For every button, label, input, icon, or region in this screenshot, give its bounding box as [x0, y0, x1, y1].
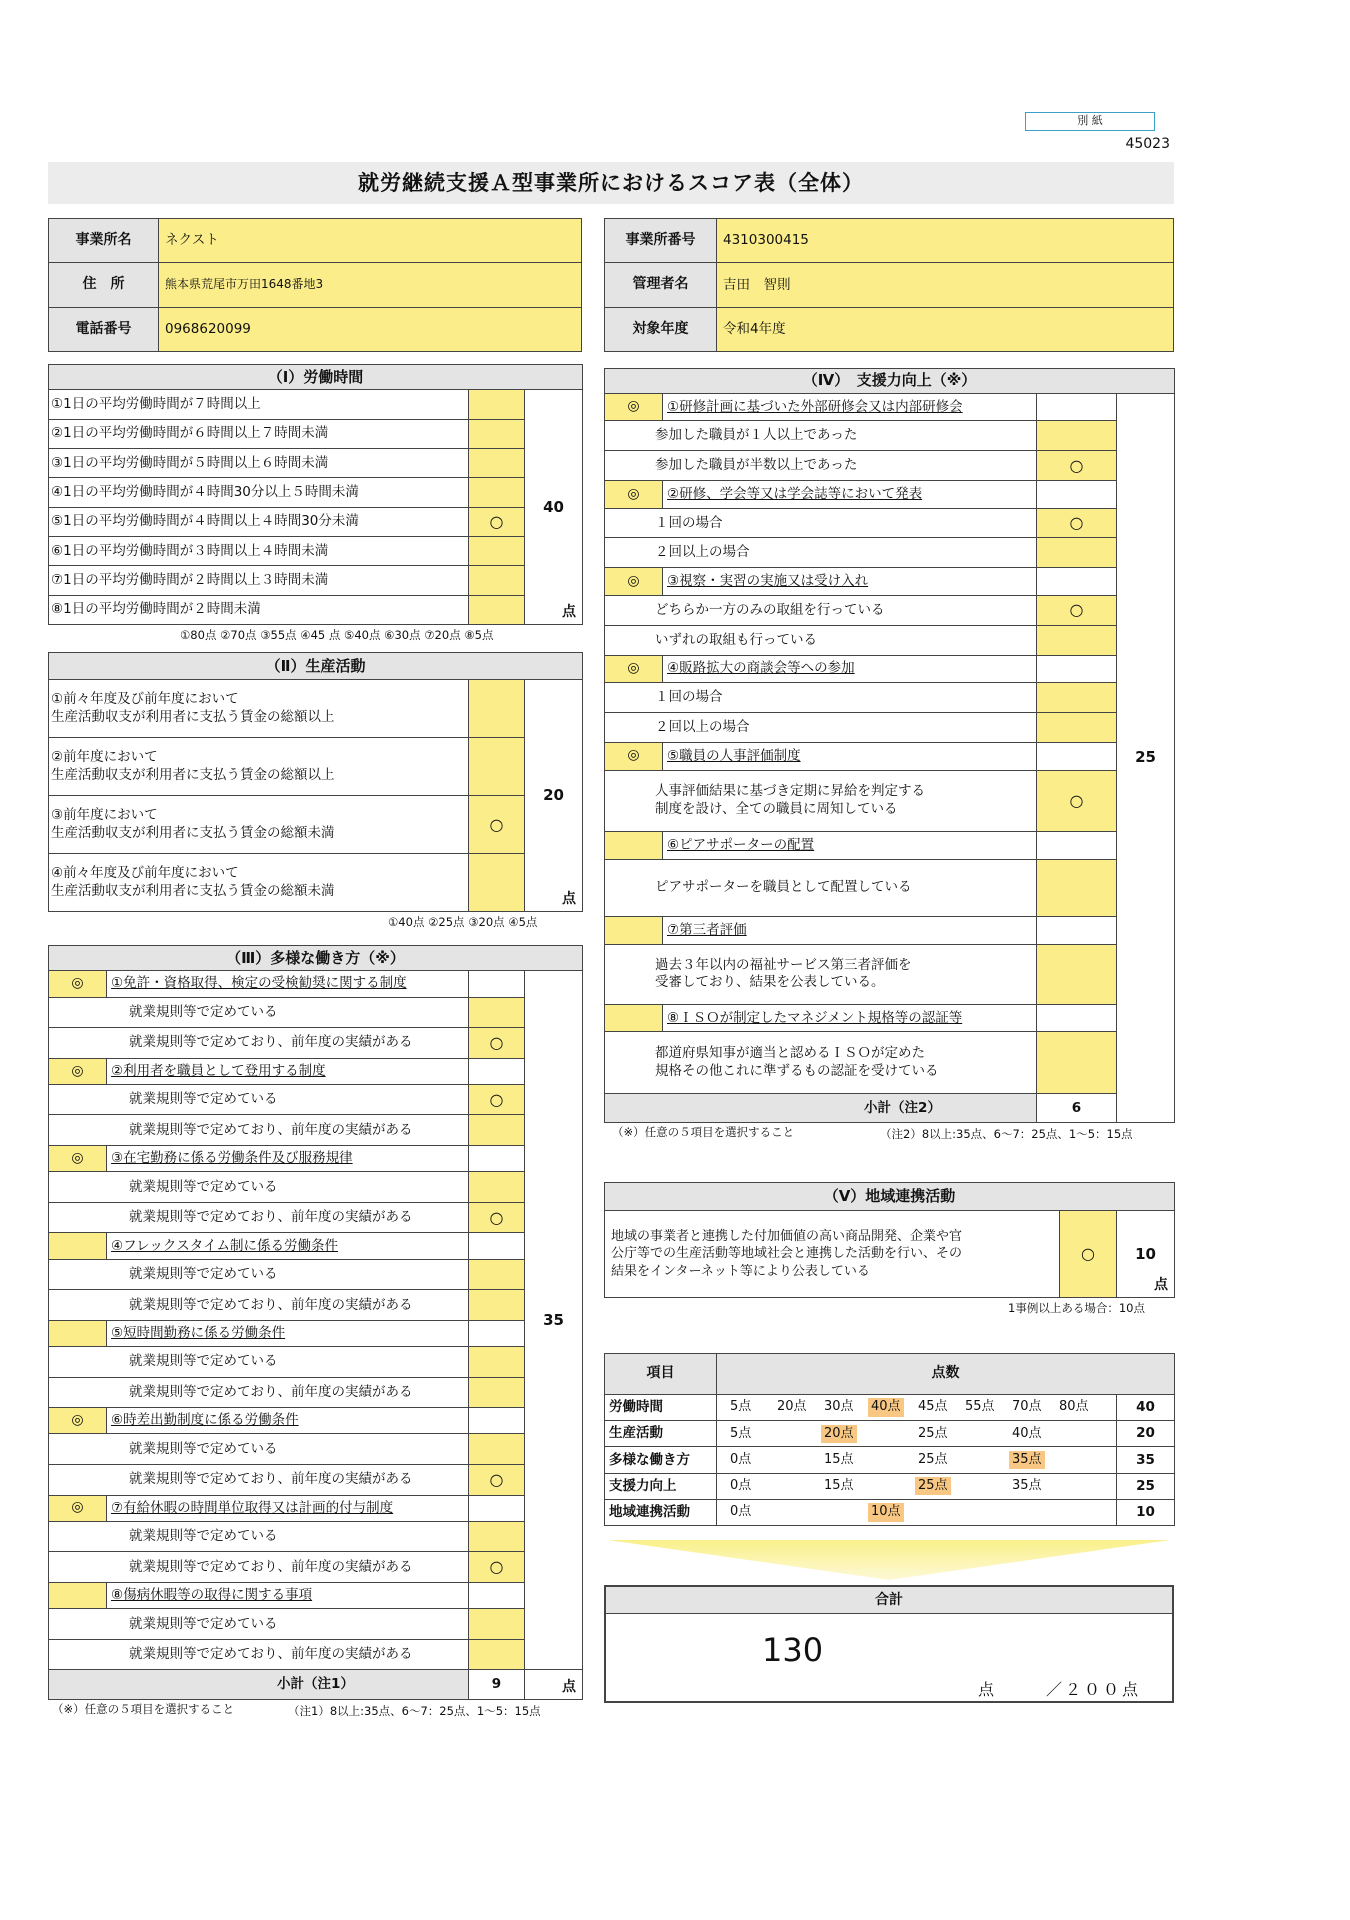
summary-point: 25点	[918, 1451, 948, 1467]
diverse-score-value: 35	[543, 1310, 564, 1329]
summary-row	[605, 1447, 1175, 1473]
check-mark: ○	[1037, 595, 1117, 625]
summary-points-header: 点数	[717, 1354, 1175, 1395]
diverse-sub-item: 就業規則等で定めており、前年度の実績がある	[49, 1464, 469, 1495]
check-mark	[469, 448, 525, 477]
facility-name-label: 事業所名	[49, 219, 159, 263]
diverse-sub-row	[49, 1434, 583, 1465]
support-sub-item: ピアサポーターを職員として配置している	[605, 859, 1037, 917]
support-sub-row	[605, 945, 1175, 1005]
blank-cell	[469, 1495, 525, 1521]
section-title: （Ⅴ）地域連携活動	[605, 1183, 1175, 1211]
diverse-sub-row	[49, 1377, 583, 1408]
regional-description: 地域の事業者と連携した付加価値の高い商品開発、企業や官 公庁等での生産活動等地域社会と連携した活動を行い、その 結果をインターネット等により公表している	[605, 1211, 1060, 1298]
check-mark	[469, 595, 525, 624]
support-score-value: 25	[1135, 748, 1156, 767]
check-mark	[469, 738, 525, 796]
support-sub-item: １回の場合	[605, 508, 1037, 538]
support-item-title: ①研修計画に基づいた外部研修会又は内部研修会	[663, 393, 1037, 421]
diverse-item-title: ①免許・資格取得、検定の受検勧奨に関する制度	[107, 971, 469, 997]
diverse-group-header	[49, 1495, 583, 1521]
support-item-title: ③視察・実習の実施又は受け入れ	[663, 568, 1037, 596]
support-group-header	[605, 742, 1175, 770]
summary-total: 40	[1117, 1395, 1175, 1421]
blank-cell	[1037, 832, 1117, 860]
section-title: （Ⅰ）労働時間	[49, 365, 583, 390]
support-sub-item: 参加した職員が半数以上であった	[605, 451, 1037, 481]
check-mark	[469, 1434, 525, 1465]
diverse-sub-row	[49, 1347, 583, 1378]
support-sub-item: ２回以上の場合	[605, 713, 1037, 743]
selection-mark	[49, 1320, 107, 1346]
production-score-value: 20	[543, 786, 564, 805]
blank-cell	[1037, 655, 1117, 683]
diverse-sub-item: 就業規則等で定めている	[49, 1259, 469, 1290]
diverse-sub-row	[49, 1115, 583, 1146]
summary-point: 15点	[824, 1478, 854, 1494]
support-group-header	[605, 655, 1175, 683]
production-points-note: ①40点 ②25点 ③20点 ④5点	[388, 915, 538, 929]
selection-mark	[605, 832, 663, 860]
section-title: （Ⅲ）多様な働き方（※）	[49, 946, 583, 971]
total-unit: 点	[978, 1680, 995, 1699]
diverse-sub-row	[49, 1639, 583, 1670]
diverse-sub-item: 就業規則等で定めており、前年度の実績がある	[49, 1552, 469, 1583]
blank-cell	[469, 1058, 525, 1084]
page-title: 就労継続支援Ａ型事業所におけるスコア表（全体）	[48, 162, 1174, 204]
selection-mark: ◎	[605, 393, 663, 421]
summary-point: 25点	[918, 1425, 948, 1441]
selection-mark: ◎	[49, 1408, 107, 1434]
diverse-subtotal-unit-cell	[525, 1670, 583, 1700]
diverse-sub-item: 就業規則等で定めており、前年度の実績がある	[49, 1290, 469, 1321]
summary-row	[605, 1473, 1175, 1499]
diverse-item-title: ⑧傷病休暇等の取得に関する事項	[107, 1582, 469, 1608]
check-mark	[469, 478, 525, 507]
check-mark	[469, 1609, 525, 1640]
diverse-sub-row	[49, 1552, 583, 1583]
production-row	[49, 796, 583, 854]
phone-label: 電話番号	[49, 307, 159, 351]
facility-info-right	[604, 218, 1174, 352]
summary-point: 55点	[965, 1399, 995, 1415]
check-mark	[1037, 713, 1117, 743]
support-note-right: （注2）8以上:35点、6〜7：25点、1〜5：15点	[880, 1127, 1133, 1141]
check-mark: ○	[1037, 770, 1117, 832]
summary-point: 35点	[1012, 1478, 1042, 1494]
summary-point: 35点	[1009, 1451, 1045, 1469]
check-mark	[1037, 859, 1117, 917]
check-mark: ○	[469, 796, 525, 854]
summary-item-label: 労働時間	[605, 1395, 717, 1421]
check-mark	[1037, 683, 1117, 713]
diverse-score	[525, 971, 583, 1670]
diverse-sub-row	[49, 1609, 583, 1640]
check-mark	[1037, 421, 1117, 451]
diverse-group-header	[49, 1408, 583, 1434]
diverse-group-header	[49, 1582, 583, 1608]
support-item-title: ⑥ピアサポーターの配置	[663, 832, 1037, 860]
working-hours-points-note: ①80点 ②70点 ③55点 ④45 点 ⑤40点 ⑥30点 ⑦20点 ⑧5点	[180, 628, 494, 642]
diverse-sub-row	[49, 1521, 583, 1552]
support-sub-row	[605, 1032, 1175, 1094]
blank-cell	[1037, 480, 1117, 508]
summary-point: 0点	[730, 1451, 752, 1467]
check-mark	[469, 1377, 525, 1408]
diverse-subtotal: 9	[469, 1670, 525, 1700]
summary-point: 15点	[824, 1451, 854, 1467]
check-mark	[469, 854, 525, 912]
support-item-title: ⑤職員の人事評価制度	[663, 742, 1037, 770]
diverse-sub-item: 就業規則等で定めており、前年度の実績がある	[49, 1115, 469, 1146]
summary-point: 5点	[730, 1399, 752, 1415]
summary-item-label: 地域連携活動	[605, 1499, 717, 1525]
support-sub-row	[605, 538, 1175, 568]
diverse-note-right: （注1）8以上:35点、6〜7：25点、1〜5：15点	[288, 1704, 541, 1718]
appendix-label: 別 紙	[1025, 112, 1155, 131]
diverse-item-title: ②利用者を職員として登用する制度	[107, 1058, 469, 1084]
document-number: 45023	[1125, 136, 1170, 152]
check-mark: ○	[469, 1464, 525, 1495]
working-hours-item: ⑥1日の平均労働時間が３時間以上４時間未満	[49, 536, 469, 565]
summary-item-label: 生産活動	[605, 1421, 717, 1447]
diverse-sub-row	[49, 1028, 583, 1059]
support-sub-item: １回の場合	[605, 683, 1037, 713]
diverse-subtotal-row	[49, 1670, 583, 1700]
diverse-sub-item: 就業規則等で定めている	[49, 1434, 469, 1465]
diverse-sub-row	[49, 1172, 583, 1203]
support-subtotal-label: 小計（注2）	[605, 1094, 1037, 1123]
blank-cell	[1037, 1004, 1117, 1032]
production-score-unit: 点	[562, 890, 577, 907]
support-sub-item: 参加した職員が１人以上であった	[605, 421, 1037, 451]
diverse-sub-row	[49, 1290, 583, 1321]
diverse-group-header	[49, 1058, 583, 1084]
facility-name: ネクスト	[159, 219, 582, 263]
production-score	[525, 680, 583, 912]
working-hours-row	[49, 478, 583, 507]
diverse-sub-row	[49, 997, 583, 1028]
section-working-hours	[48, 364, 583, 625]
summary-point: 40点	[1012, 1425, 1042, 1441]
support-sub-row	[605, 421, 1175, 451]
diverse-group-header	[49, 1233, 583, 1259]
check-mark	[469, 566, 525, 595]
blank-cell	[469, 1582, 525, 1608]
support-sub-row	[605, 770, 1175, 832]
support-sub-item: どちらか一方のみの取組を行っている	[605, 595, 1037, 625]
working-hours-row	[49, 390, 583, 419]
diverse-sub-item: 就業規則等で定めている	[49, 1172, 469, 1203]
selection-mark: ◎	[605, 655, 663, 683]
working-hours-row	[49, 536, 583, 565]
support-group-header	[605, 568, 1175, 596]
summary-point: 45点	[918, 1399, 948, 1415]
check-mark	[469, 1115, 525, 1146]
selection-mark	[605, 1004, 663, 1032]
check-mark: ○	[1037, 451, 1117, 481]
summary-total: 35	[1117, 1447, 1175, 1473]
production-item: ②前年度において 生産活動収支が利用者に支払う賃金の総額以上	[49, 738, 469, 796]
check-mark	[469, 1639, 525, 1670]
support-sub-row	[605, 508, 1175, 538]
diverse-group-header	[49, 1320, 583, 1346]
address: 熊本県荒尾市万田1648番地3	[159, 263, 582, 307]
check-mark: ○	[469, 1084, 525, 1115]
support-sub-row	[605, 451, 1175, 481]
check-mark	[469, 419, 525, 448]
summary-points-cell	[717, 1447, 1117, 1473]
working-hours-row	[49, 595, 583, 624]
facility-number: 4310300415	[717, 219, 1174, 263]
working-hours-item: ⑦1日の平均労働時間が２時間以上３時間未満	[49, 566, 469, 595]
diverse-item-title: ⑥時差出勤制度に係る労働条件	[107, 1408, 469, 1434]
selection-mark	[49, 1233, 107, 1259]
diverse-subtotal-unit-cell-unit: 点	[562, 1678, 577, 1695]
production-row	[49, 680, 583, 738]
diverse-group-header	[49, 971, 583, 997]
summary-point: 5点	[730, 1425, 752, 1441]
section-title: （Ⅳ） 支援力向上（※）	[605, 369, 1175, 394]
diverse-item-title: ⑦有給休暇の時間単位取得又は計画的付与制度	[107, 1495, 469, 1521]
summary-point: 20点	[821, 1425, 857, 1443]
check-mark: ○	[469, 1202, 525, 1233]
summary-points-cell	[717, 1395, 1117, 1421]
support-item-title: ②研修、学会等又は学会誌等において発表	[663, 480, 1037, 508]
summary-row	[605, 1499, 1175, 1525]
summary-point: 0点	[730, 1504, 752, 1520]
summary-point: 25点	[915, 1477, 951, 1495]
diverse-sub-item: 就業規則等で定めている	[49, 1347, 469, 1378]
support-group-header	[605, 832, 1175, 860]
working-hours-item: ③1日の平均労働時間が５時間以上６時間未満	[49, 448, 469, 477]
regional-points-note: 1事例以上ある場合：10点	[1008, 1301, 1145, 1315]
diverse-sub-row	[49, 1084, 583, 1115]
support-group-header	[605, 1004, 1175, 1032]
target-year-label: 対象年度	[605, 307, 717, 351]
support-item-title: ④販路拡大の商談会等への参加	[663, 655, 1037, 683]
blank-cell	[1037, 568, 1117, 596]
phone-number: 0968620099	[159, 307, 582, 351]
support-sub-item: ２回以上の場合	[605, 538, 1037, 568]
blank-cell	[469, 971, 525, 997]
check-mark: ○	[469, 507, 525, 536]
support-item-title: ⑦第三者評価	[663, 917, 1037, 945]
summary-point: 30点	[824, 1399, 854, 1415]
down-arrow-icon	[604, 1540, 1174, 1582]
blank-cell	[469, 1233, 525, 1259]
total-label: 合計	[606, 1587, 1172, 1614]
support-sub-item: いずれの取組も行っている	[605, 625, 1037, 655]
working-hours-row	[49, 507, 583, 536]
support-sub-item: 過去３年以内の福祉サービス第三者評価を 受審しており、結果を公表している。	[605, 945, 1037, 1005]
section-title: （Ⅱ）生産活動	[49, 653, 583, 680]
selection-mark	[605, 917, 663, 945]
check-mark	[469, 1521, 525, 1552]
summary-points-cell	[717, 1421, 1117, 1447]
check-mark: ○	[469, 1028, 525, 1059]
production-item: ①前々年度及び前年度において 生産活動収支が利用者に支払う賃金の総額以上	[49, 680, 469, 738]
selection-mark: ◎	[49, 1058, 107, 1084]
score-summary-table	[604, 1353, 1175, 1526]
support-score	[1117, 393, 1175, 1122]
summary-item-header: 項目	[605, 1354, 717, 1395]
working-hours-item: ⑤1日の平均労働時間が４時間以上４時間30分未満	[49, 507, 469, 536]
support-note-left: （※）任意の５項目を選択すること	[612, 1125, 795, 1139]
section-production-activity	[48, 652, 583, 912]
section-regional-collaboration	[604, 1182, 1175, 1298]
working-hours-item: ④1日の平均労働時間が４時間30分以上５時間未満	[49, 478, 469, 507]
blank-cell	[1037, 917, 1117, 945]
summary-points-cell	[717, 1499, 1117, 1525]
blank-cell	[469, 1146, 525, 1172]
summary-point: 40点	[868, 1398, 904, 1416]
check-mark	[469, 997, 525, 1028]
support-subtotal: 6	[1037, 1094, 1117, 1123]
check-mark	[1037, 1032, 1117, 1094]
check-mark	[1037, 538, 1117, 568]
diverse-item-title: ③在宅勤務に係る労働条件及び服務規律	[107, 1146, 469, 1172]
summary-item-label: 支援力向上	[605, 1473, 717, 1499]
check-mark	[469, 1259, 525, 1290]
check-mark	[469, 1347, 525, 1378]
working-hours-row	[49, 419, 583, 448]
support-sub-row	[605, 683, 1175, 713]
diverse-note-left: （※）任意の５項目を選択すること	[52, 1702, 235, 1716]
regional-check-mark: ○	[1060, 1211, 1117, 1298]
working-hours-score	[525, 390, 583, 625]
diverse-sub-item: 就業規則等で定めており、前年度の実績がある	[49, 1639, 469, 1670]
diverse-sub-item: 就業規則等で定めている	[49, 997, 469, 1028]
selection-mark: ◎	[605, 742, 663, 770]
diverse-item-title: ⑤短時間勤務に係る労働条件	[107, 1320, 469, 1346]
check-mark	[469, 536, 525, 565]
working-hours-row	[49, 448, 583, 477]
support-sub-row	[605, 713, 1175, 743]
summary-point: 10点	[868, 1503, 904, 1521]
diverse-sub-row	[49, 1464, 583, 1495]
selection-mark: ◎	[49, 1146, 107, 1172]
summary-total: 25	[1117, 1473, 1175, 1499]
check-mark	[1037, 945, 1117, 1005]
production-item: ④前々年度及び前年度において 生産活動収支が利用者に支払う賃金の総額未満	[49, 854, 469, 912]
check-mark	[469, 390, 525, 419]
manager-label: 管理者名	[605, 263, 717, 307]
check-mark	[469, 1172, 525, 1203]
working-hours-item: ②1日の平均労働時間が６時間以上７時間未満	[49, 419, 469, 448]
support-item-title: ⑧ＩＳＯが制定したマネジメント規格等の認証等	[663, 1004, 1037, 1032]
support-sub-row	[605, 595, 1175, 625]
diverse-sub-item: 就業規則等で定めており、前年度の実績がある	[49, 1202, 469, 1233]
diverse-sub-item: 就業規則等で定めている	[49, 1084, 469, 1115]
working-hours-row	[49, 566, 583, 595]
support-sub-item: 都道府県知事が適当と認めるＩＳＯが定めた 規格その他これに準ずるもの認証を受けている	[605, 1032, 1037, 1094]
total-box	[604, 1585, 1174, 1703]
summary-points-cell	[717, 1473, 1117, 1499]
production-row	[49, 854, 583, 912]
diverse-subtotal-label: 小計（注1）	[49, 1670, 469, 1700]
check-mark: ○	[1037, 508, 1117, 538]
summary-point: 20点	[777, 1399, 807, 1415]
facility-info-left	[48, 218, 582, 352]
production-item: ③前年度において 生産活動収支が利用者に支払う賃金の総額未満	[49, 796, 469, 854]
check-mark	[469, 680, 525, 738]
support-group-header	[605, 393, 1175, 421]
support-sub-row	[605, 625, 1175, 655]
check-mark	[1037, 625, 1117, 655]
summary-item-label: 多様な働き方	[605, 1447, 717, 1473]
working-hours-score-value: 40	[543, 497, 564, 516]
blank-cell	[1037, 393, 1117, 421]
support-sub-row	[605, 859, 1175, 917]
section-diverse-work	[48, 945, 583, 1700]
diverse-sub-item: 就業規則等で定めている	[49, 1521, 469, 1552]
blank-cell	[1037, 742, 1117, 770]
support-group-header	[605, 480, 1175, 508]
working-hours-item: ⑧1日の平均労働時間が２時間未満	[49, 595, 469, 624]
facility-number-label: 事業所番号	[605, 219, 717, 263]
working-hours-item: ①1日の平均労働時間が７時間以上	[49, 390, 469, 419]
diverse-group-header	[49, 1146, 583, 1172]
summary-total: 20	[1117, 1421, 1175, 1447]
diverse-sub-item: 就業規則等で定めており、前年度の実績がある	[49, 1377, 469, 1408]
check-mark: ○	[469, 1552, 525, 1583]
diverse-item-title: ④フレックスタイム制に係る労働条件	[107, 1233, 469, 1259]
blank-cell	[469, 1320, 525, 1346]
target-year: 令和4年度	[717, 307, 1174, 351]
selection-mark: ◎	[49, 1495, 107, 1521]
support-subtotal-row	[605, 1094, 1175, 1123]
selection-mark	[49, 1582, 107, 1608]
working-hours-score-unit: 点	[562, 603, 577, 620]
selection-mark: ◎	[605, 568, 663, 596]
total-max: ／２００点	[1046, 1680, 1142, 1699]
section-support-capacity	[604, 368, 1175, 1123]
summary-row	[605, 1395, 1175, 1421]
diverse-sub-item: 就業規則等で定めている	[49, 1609, 469, 1640]
diverse-sub-row	[49, 1259, 583, 1290]
regional-score-unit: 点	[1154, 1276, 1169, 1293]
blank-cell	[469, 1408, 525, 1434]
check-mark	[469, 1290, 525, 1321]
total-score: 130	[762, 1631, 824, 1669]
selection-mark: ◎	[605, 480, 663, 508]
regional-score: 10 点	[1117, 1211, 1175, 1298]
diverse-sub-row	[49, 1202, 583, 1233]
production-row	[49, 738, 583, 796]
selection-mark: ◎	[49, 971, 107, 997]
support-group-header	[605, 917, 1175, 945]
address-label: 住 所	[49, 263, 159, 307]
summary-total: 10	[1117, 1499, 1175, 1525]
manager-name: 吉田 智則	[717, 263, 1174, 307]
summary-point: 70点	[1012, 1399, 1042, 1415]
support-sub-item: 人事評価結果に基づき定期に昇給を判定する 制度を設け、全ての職員に周知している	[605, 770, 1037, 832]
summary-point: 0点	[730, 1478, 752, 1494]
summary-row	[605, 1421, 1175, 1447]
diverse-sub-item: 就業規則等で定めており、前年度の実績がある	[49, 1028, 469, 1059]
summary-point: 80点	[1059, 1399, 1089, 1415]
